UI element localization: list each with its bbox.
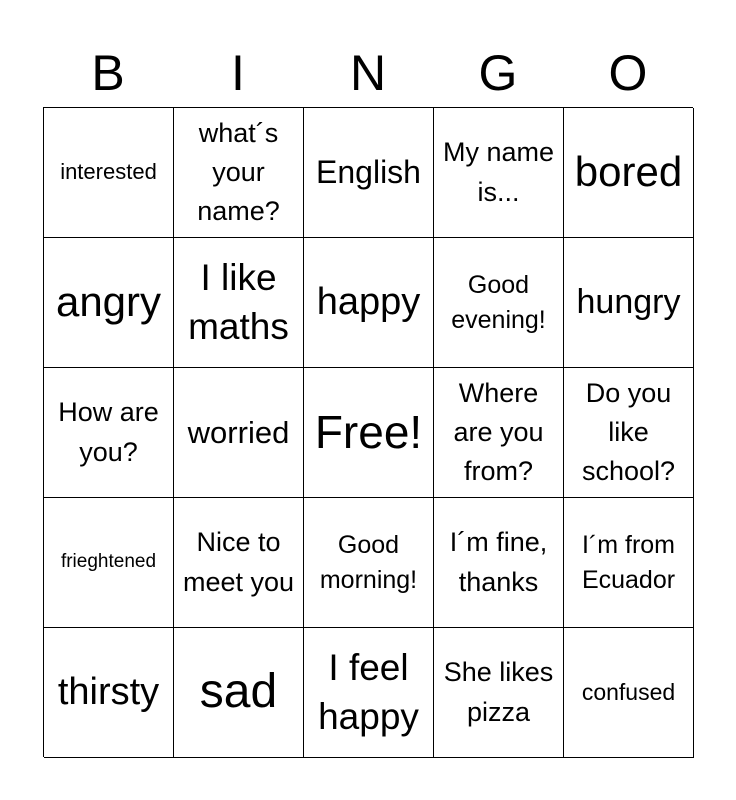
bingo-cell[interactable]	[44, 108, 174, 238]
bingo-header	[43, 40, 693, 106]
bingo-cell[interactable]	[304, 108, 434, 238]
bingo-cell-text: How are you?	[58, 397, 159, 467]
bingo-cell[interactable]	[564, 238, 694, 368]
bingo-cell[interactable]	[304, 368, 434, 498]
bingo-cell[interactable]	[44, 628, 174, 758]
header-letter-n: N	[349, 45, 387, 101]
bingo-cell[interactable]	[564, 498, 694, 628]
header-letter-o: O	[608, 45, 648, 101]
bingo-cell[interactable]	[564, 628, 694, 758]
bingo-cell-text: frieghtened	[60, 551, 157, 573]
bingo-cell-text: Do you like school?	[581, 377, 676, 487]
bingo-cell-text: I feel happy	[318, 647, 419, 737]
bingo-cell[interactable]	[564, 368, 694, 498]
header-letter-b: B	[91, 45, 125, 101]
bingo-cell-text: angry	[55, 278, 162, 326]
bingo-cell-text: I´m fine, thanks	[449, 527, 548, 597]
bingo-cell-text: sad	[199, 665, 278, 719]
bingo-cell[interactable]	[434, 368, 564, 498]
bingo-cell-text: what´s your name?	[197, 117, 280, 227]
bingo-cell[interactable]	[434, 108, 564, 238]
bingo-cell[interactable]	[44, 368, 174, 498]
bingo-cell-text: worried	[187, 414, 290, 450]
bingo-cell[interactable]	[174, 628, 304, 758]
bingo-cell-text: thirsty	[57, 670, 160, 713]
bingo-cell-text: Good evening!	[451, 270, 546, 334]
bingo-cell-text: Nice to meet you	[182, 527, 295, 597]
header-letter-i: I	[231, 45, 245, 101]
bingo-cell-text: Free!	[314, 406, 423, 459]
bingo-cell-text: I´m from Ecuador	[581, 530, 676, 594]
bingo-cell[interactable]	[434, 498, 564, 628]
bingo-cell[interactable]	[174, 498, 304, 628]
bingo-cell[interactable]	[564, 108, 694, 238]
bingo-cell-text: confused	[581, 678, 676, 705]
bingo-cell[interactable]	[304, 628, 434, 758]
bingo-cell[interactable]	[174, 238, 304, 368]
header-letter-g: G	[478, 45, 518, 101]
bingo-cell[interactable]	[44, 238, 174, 368]
bingo-cell-text: English	[316, 154, 421, 191]
bingo-cell[interactable]	[174, 368, 304, 498]
bingo-card	[43, 107, 693, 757]
bingo-cell-text: I like maths	[188, 257, 289, 347]
bingo-cell-text: My name is...	[442, 137, 555, 207]
bingo-cell-text: happy	[316, 280, 421, 323]
bingo-cell-text: bored	[574, 148, 683, 196]
bingo-cell-text: She likes pizza	[443, 657, 554, 727]
bingo-cell[interactable]	[44, 498, 174, 628]
bingo-cell-text: Good morning!	[319, 530, 418, 594]
bingo-cell[interactable]	[304, 498, 434, 628]
bingo-cell[interactable]	[304, 238, 434, 368]
bingo-cell-text: interested	[60, 159, 157, 185]
bingo-cell[interactable]	[434, 238, 564, 368]
bingo-cell[interactable]	[434, 628, 564, 758]
bingo-cell[interactable]	[174, 108, 304, 238]
bingo-cell-text: Where are you from?	[453, 377, 544, 487]
bingo-cell-text: hungry	[576, 282, 681, 321]
